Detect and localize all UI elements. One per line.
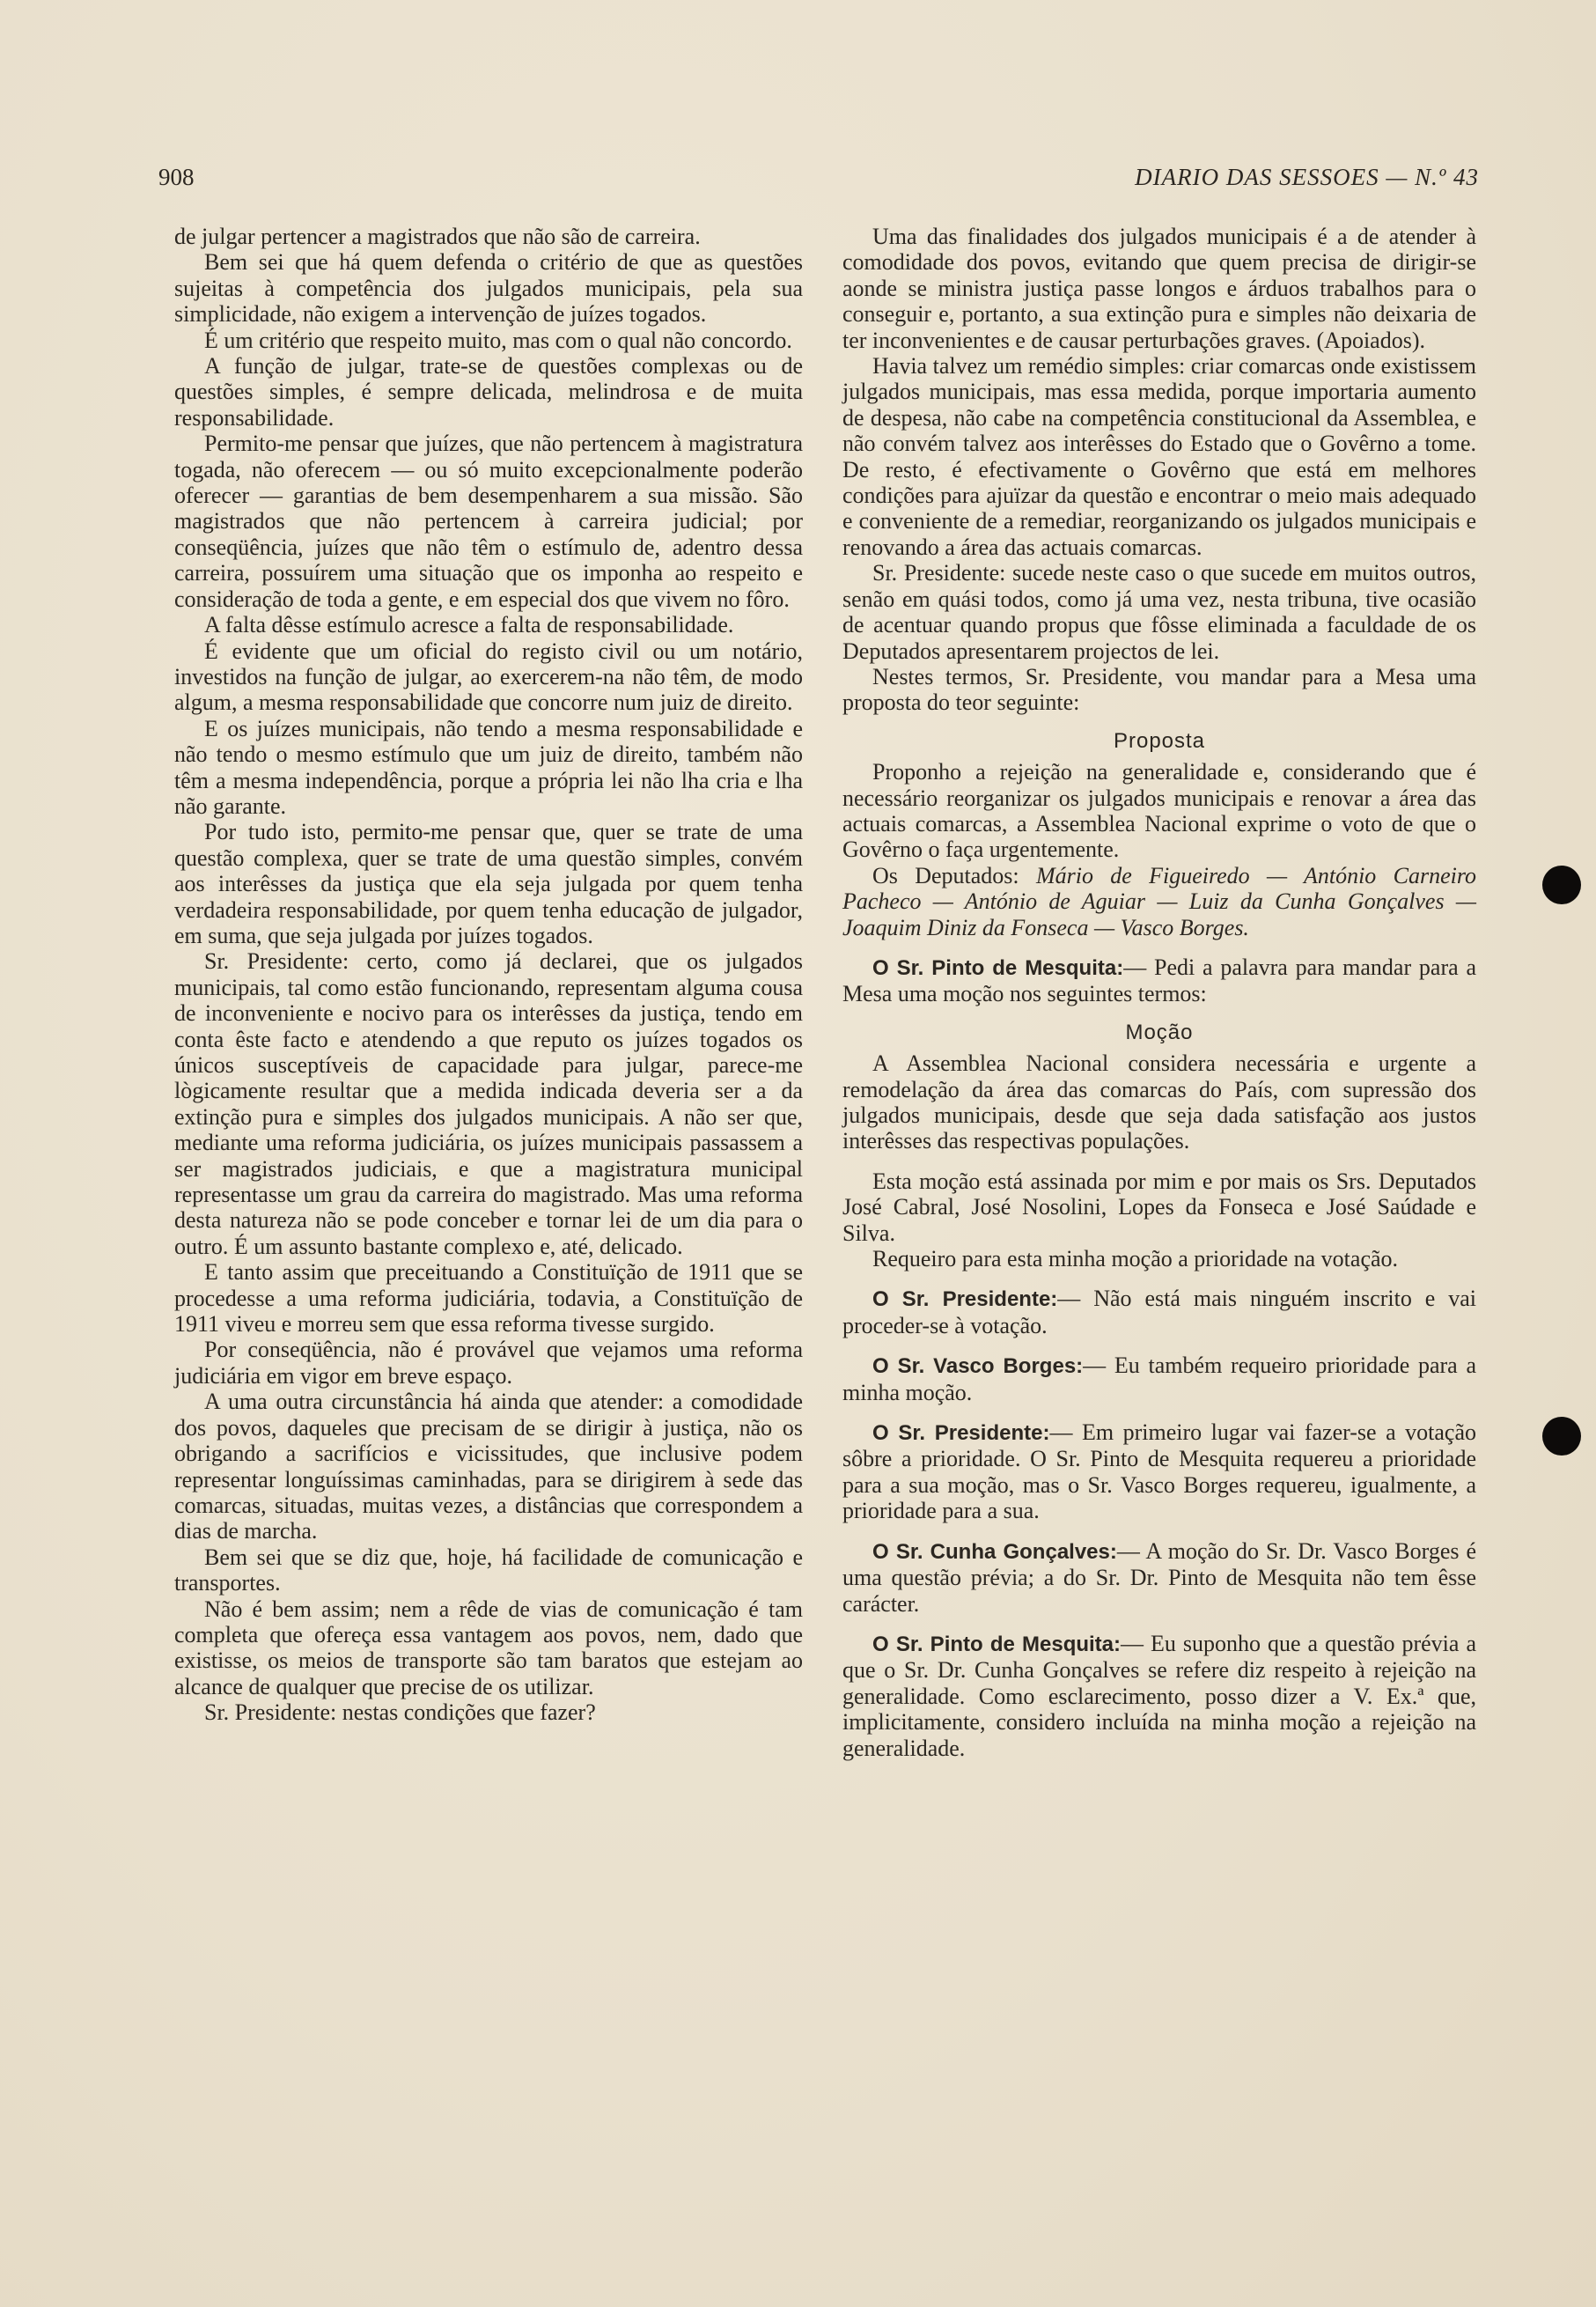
paragraph: Por tudo isto, permito-me pensar que, quer se trate de uma questão complexa, quer se trate de uma questão simples, convém aos interêsses da justiça que ela seja julgada por quem tenha verdadeira responsabilidade, por quem tenha educação de julgador, em suma, que seja julgada por juízes togados. — [174, 819, 803, 948]
proposta-text: Proponho a rejeição na generalidade e, considerando que é necessário reorganizar os julgados municipais e renovar a área das actuais comarcas, a Assemblea Nacional exprime o voto de que o Govêrno o faça urgentemente. — [842, 759, 1476, 863]
speech — [842, 954, 1476, 1007]
right-column — [842, 224, 1476, 1761]
speech — [842, 1353, 1476, 1405]
paragraph: Bem sei que há quem defenda o critério de que as questões sujeitas à competência dos julgados municipais, pela sua simplicidade, não exigem a intervenção de juízes togados. — [174, 249, 803, 328]
paragraph: A falta dêsse estímulo acresce a falta de responsabilidade. — [204, 612, 734, 638]
speaker-name: O Sr. Pinto de Mesquita: — [872, 1632, 1122, 1656]
paragraph: Por conseqüência, não é provável que vejamos uma reforma judiciária em vigor em breve espaço. — [174, 1337, 803, 1389]
paragraph: E os juízes municipais, não tendo a mesma responsabilidade e não tendo o mesmo estímulo que um juiz de direito, também não têm a mesma independência, porque a própria lei não lha cria e lha não garante. — [174, 715, 803, 819]
speaker-name: O Sr. Vasco Borges: — [872, 1354, 1084, 1379]
paragraph: Esta moção está assinada por mim e por mais os Srs. Deputados José Cabral, José Nosolini, Lopes da Fonseca e José Saúdade e Silva. — [842, 1168, 1476, 1246]
left-column — [174, 224, 803, 1726]
speech-text: — A moção do Sr. Dr. Vasco Borges é uma questão prévia; a do Sr. Dr. Pinto de Mesquita não tem êsse carácter. — [842, 1537, 1476, 1617]
paragraph: Uma das finalidades dos julgados municipais é a de atender à comodidade dos povos, evitando que quem precisa de dirigir-se aonde se ministra justiça passe longos e árduos trabalhos para o conseguir e, portanto, a sua extinção pura e simples não deixaria de ter inconvenientes e de causar perturbações graves. (Apoiados). — [842, 224, 1476, 353]
speech-text: — Eu suponho que a questão prévia a que o Sr. Dr. Cunha Gonçalves se refere diz respeito à rejeição na generalidade. Como esclarecimento, posso dizer a V. Ex.ª que, implicitamente, considero incluída na minha moção a rejeição na generalidade. — [842, 1630, 1476, 1761]
paragraph: A uma outra circunstância há ainda que atender: a comodidade dos povos, daqueles que precisam de se dirigir à justiça, não os obrigando a sacrifícios e vicissitudes, que inclusive podem representar longuíssimas caminhadas, para se dirigirem à sede das comarcas, situadas, muitas vezes, a distâncias que correspondem a dias de marcha. — [174, 1389, 803, 1544]
paragraph: Nestes termos, Sr. Presidente, vou mandar para a Mesa uma proposta do teor seguinte: — [842, 663, 1476, 716]
paragraph: É evidente que um oficial do registo civil ou um notário, investidos na função de julgar, ao exercerem-na não têm, de modo algum, a mesma responsabilidade que concorre num juiz de direito. — [174, 638, 803, 716]
speech — [842, 1538, 1476, 1617]
speech-text: — Eu também requeiro prioridade para a minha moção. — [842, 1353, 1477, 1405]
speaker-name: O Sr. Pinto de Mesquita: — [872, 955, 1124, 980]
binding-hole — [1542, 866, 1581, 904]
speaker-name: O Sr. Presidente: — [872, 1287, 1058, 1312]
paragraph: Não é bem assim; nem a rêde de vias de comunicação é tam completa que ofereça essa vantagem aos povos, nem, dado que existisse, os meios de transporte são tam baratos que estejam ao alcance de qualquer que precise de os utilizar. — [174, 1596, 803, 1699]
mocao-text: A Assemblea Nacional considera necessária e urgente a remodelação da área das comarcas do País, com supressão dos julgados municipais, desde que seja dada satisfação aos justos interêsses das respectivas populações. — [842, 1050, 1476, 1154]
paragraph: de julgar pertencer a magistrados que não são de carreira. — [174, 224, 701, 249]
paragraph: Permito-me pensar que juízes, que não pertencem à magistratura togada, não oferecem — ou só muito excepcionalmente poderão oferecer — garantias de bem desempenharem a sua missão. São magistrados que não pertencem à carreira judicial; por conseqüência, juízes que não têm o estímulo de, adentro dessa carreira, possuírem uma situação que os imponha ao respeito e consideração de toda a gente, e em especial dos que vivem no fôro. — [174, 431, 803, 612]
paragraph: E tanto assim que preceituando a Constituïção de 1911 que se procedesse a uma reforma judiciária, todavia, a Constituïção de 1911 viveu e morreu sem que essa reforma tivesse surgido. — [174, 1259, 803, 1338]
paragraph: É um critério que respeito muito, mas com o qual não concordo. — [204, 327, 792, 353]
speech-text: — Não está mais ninguém inscrito e vai proceder-se à votação. — [842, 1286, 1477, 1338]
speech-text: — Pedi a palavra para mandar para a Mesa uma moção nos seguintes termos: — [842, 954, 1476, 1007]
paragraph: Sr. Presidente: sucede neste caso o que sucede em muitos outros, senão em quási todos, como já uma vez, nesta tribuna, tive ocasião de acentuar quando propus que fôsse eliminada a faculdade de os Deputados apresentarem projectos de lei. — [842, 560, 1476, 664]
proposta-title: Proposta — [1113, 728, 1206, 753]
paragraph: Sr. Presidente: nestas condições que fazer? — [204, 1699, 596, 1726]
speech — [842, 1286, 1476, 1338]
speech-text: — Em primeiro lugar vai fazer-se a votação sôbre a prioridade. O Sr. Pinto de Mesquita requereu a prioridade para a sua moção, mas o Sr. Vasco Borges requereu, igualmente, a prioridade para a sua. — [842, 1419, 1477, 1524]
paragraph: Sr. Presidente: certo, como já declarei, que os julgados municipais, tal como estão funcionando, representam alguma cousa de inconveniente e nocivo para os interêsses da justiça, tendo em conta êste facto e atendendo a que reputo os juízes togados os únicos susceptíveis de capacidade para julgar, parece-me lògicamente resultar que a medida indicada deveria ser a da extinção pura e simples dos julgados municipais. A não ser que, mediante uma reforma judiciária, os juízes municipais passassem a ser magistrados judiciais, e que a magistratura municipal representasse um grau da carreira do magistrado. Mas uma reforma desta natureza não se pode conceber e tornar lei de um dia para o outro. É um assunto bastante complexo e, até, delicado. — [174, 948, 803, 1259]
speech — [842, 1631, 1476, 1761]
paragraph: Bem sei que se diz que, hoje, há facilidade de comunicação e transportes. — [174, 1544, 803, 1596]
page-header — [158, 164, 1479, 199]
signers-names: Mário de Figueiredo — António Carneiro Pacheco — António de Aguiar — Luiz da Cunha Gonçalves — Joaquim Diniz da Fonseca — Vasco Borges. — [842, 862, 1476, 940]
speaker-name: O Sr. Cunha Gonçalves: — [872, 1539, 1117, 1564]
page-number: 908 — [158, 164, 195, 190]
running-title: DIARIO DAS SESSOES — N.º 43 — [1135, 164, 1479, 190]
paragraph: A função de julgar, trate-se de questões complexas ou de questões simples, é sempre delicada, melindrosa e de muita responsabilidade. — [174, 353, 803, 431]
mocao-title: Moção — [1125, 1020, 1194, 1044]
speech — [842, 1419, 1476, 1524]
paragraph: Havia talvez um remédio simples: criar comarcas onde existissem julgados municipais, mas essa medida, porque importaria aumento de despesa, não cabe na competência constitucional da Assemblea, e não convém talvez aos interêsses do Estado que o Govêrno a tome. De resto, é efectivamente o Govêrno que está em melhores condições para ajuïzar da questão e encontrar o meio mais adequado e conveniente de a remediar, reorganizando os julgados municipais e renovando a área das actuais comarcas. — [842, 353, 1476, 560]
proposta-signers — [842, 863, 1476, 940]
signers-label: Os Deputados: — [872, 862, 1036, 888]
binding-hole — [1542, 1417, 1581, 1456]
speaker-name: O Sr. Presidente: — [872, 1421, 1050, 1446]
paragraph: Requeiro para esta minha moção a prioridade na votação. — [872, 1246, 1399, 1272]
